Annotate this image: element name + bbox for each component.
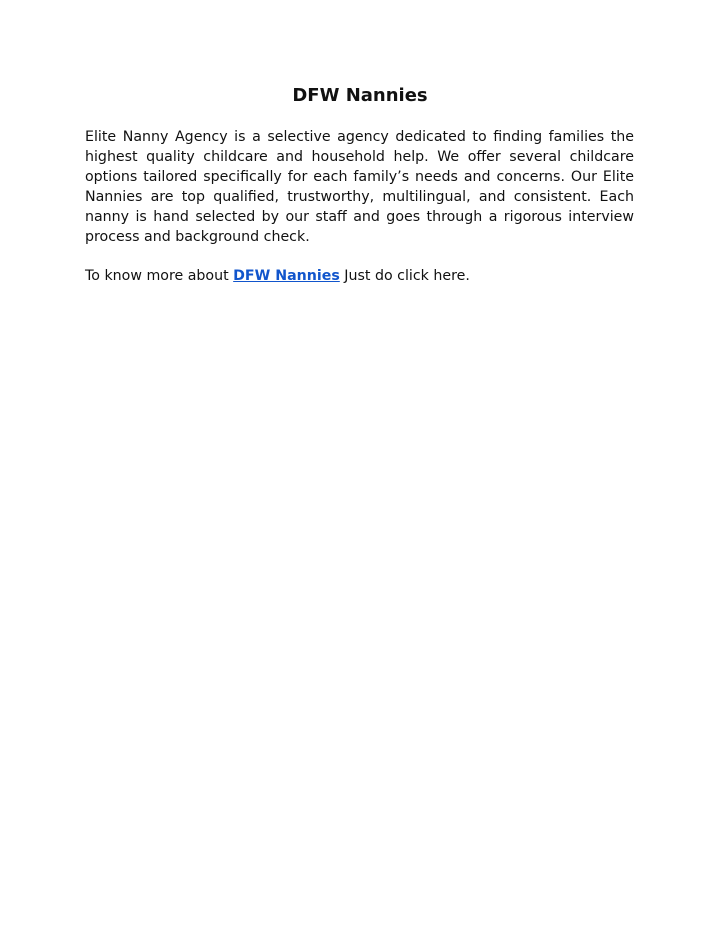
more-info-prefix: To know more about [85, 268, 234, 284]
more-info-suffix: Just do click here. [339, 268, 470, 284]
document-title: DFW Nannies [292, 85, 428, 106]
body-paragraph: Elite Nanny Agency is a selective agency dedicated to finding families the highest quality childcare and household help. We offer several childcare options tailored specifically for each family’s needs and concerns. Our Elite Nannies are top qualified, trustworthy, multilingual, and consistent. Each nanny is hand selected by our staff and goes through a rigorous interview process and background check. [85, 129, 634, 245]
more-info-line [85, 266, 634, 286]
dfw-nannies-link[interactable]: DFW Nannies [233, 268, 340, 284]
